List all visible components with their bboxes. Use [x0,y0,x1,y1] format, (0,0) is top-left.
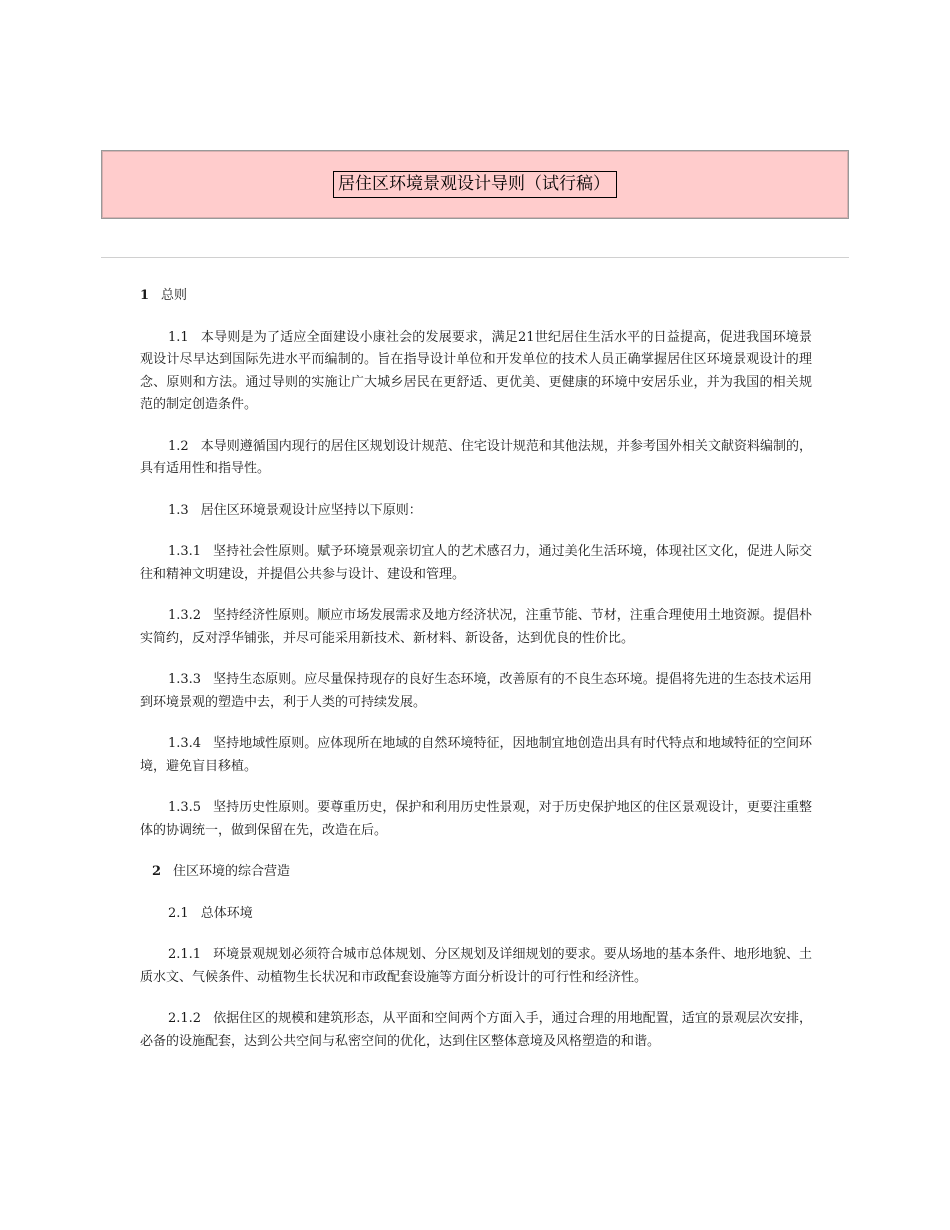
section-title: 总则 [161,288,188,303]
clause-text: 环境景观规划必须符合城市总体规划、分区规划及详细规划的要求。要从场地的基本条件、地形地貌、土质水文、气候条件、动植物生长状况和市政配套设施等方面分析设计的可行性和经济性。 [140,947,812,985]
paragraph-1-3-5 [140,797,812,842]
paragraph-1-3-1 [140,541,812,586]
clause-number: 1.3.4 [168,736,202,751]
paragraph-1-3-2 [140,605,812,650]
document-body [140,285,812,1072]
clause-number: 1.3 [168,502,189,518]
clause-number: 1.3.1 [168,544,202,559]
clause-number: 2.1.1 [168,947,202,962]
clause-number: 1.3.3 [168,672,202,687]
horizontal-divider [101,257,849,258]
clause-number: 1.2 [168,438,189,454]
subsection-title: 总体环境 [200,905,253,921]
clause-text: 坚持生态原则。应尽量保持现存的良好生态环境，改善原有的不良生态环境。提倡将先进的生态技术运用到环境景观的塑造中去，利于人类的可持续发展。 [140,672,812,710]
clause-text: 依据住区的规模和建筑形态，从平面和空间两个方面入手，通过合理的用地配置，适宜的景观层次安排，必备的设施配套，达到公共空间与私密空间的优化，达到住区整体意境及风格塑造的和谐。 [140,1011,812,1049]
clause-text: 坚持经济性原则。顺应市场发展需求及地方经济状况，注重节能、节材，注重合理使用土地资源。提倡朴实简约，反对浮华铺张，并尽可能采用新技术、新材料、新设备，达到优良的性价比。 [140,608,812,646]
clause-text: 坚持历史性原则。要尊重历史，保护和利用历史性景观，对于历史保护地区的住区景观设计，更要注重整体的协调统一，做到保留在先，改造在后。 [140,800,812,838]
clause-number: 1.3.2 [168,608,202,623]
clause-text: 本导则是为了适应全面建设小康社会的发展要求，满足21世纪居住生活水平的日益提高，促进我国环境景观设计尽早达到国际先进水平而编制的。旨在指导设计单位和开发单位的技术人员正确掌握居住区环境景观设计的理念、原则和方法。通过导则的实施让广大城乡居民在更舒适、更优美、更健康的环境中安居乐业，并为我国的相关规范的制定创造条件。 [140,329,812,412]
paragraph-2-1-2 [140,1008,812,1053]
paragraph-1-3 [140,500,812,523]
section-heading-2 [140,861,812,884]
clause-text: 本导则遵循国内现行的居住区规划设计规范、住宅设计规范和其他法规，并参考国外相关文献资料编制的，具有适用性和指导性。 [140,438,812,476]
paragraph-1-3-3 [140,669,812,714]
paragraph-2-1-1 [140,944,812,989]
clause-number: 2.1 [168,905,189,921]
paragraph-1-2 [140,436,812,481]
clause-number: 2.1.2 [168,1011,202,1026]
clause-text: 居住区环境景观设计应坚持以下原则： [200,502,422,518]
section-title: 住区环境的综合营造 [173,864,291,879]
section-number: 1 [140,288,150,303]
clause-number: 1.1 [168,329,189,345]
document-title: 居住区环境景观设计导则（试行稿） [333,171,617,198]
section-number: 2 [152,864,162,879]
clause-text: 坚持社会性原则。赋予环境景观亲切宜人的艺术感召力，通过美化生活环境，体现社区文化，促进人际交往和精神文明建设，并提倡公共参与设计、建设和管理。 [140,544,812,582]
title-banner [101,150,849,219]
paragraph-1-3-4 [140,733,812,778]
clause-text: 坚持地域性原则。应体现所在地域的自然环境特征，因地制宜地创造出具有时代特点和地域特征的空间环境，避免盲目移植。 [140,736,812,774]
section-heading-1 [140,285,812,308]
clause-number: 1.3.5 [168,800,202,815]
subsection-heading-2-1 [140,903,812,926]
paragraph-1-1 [140,327,812,417]
